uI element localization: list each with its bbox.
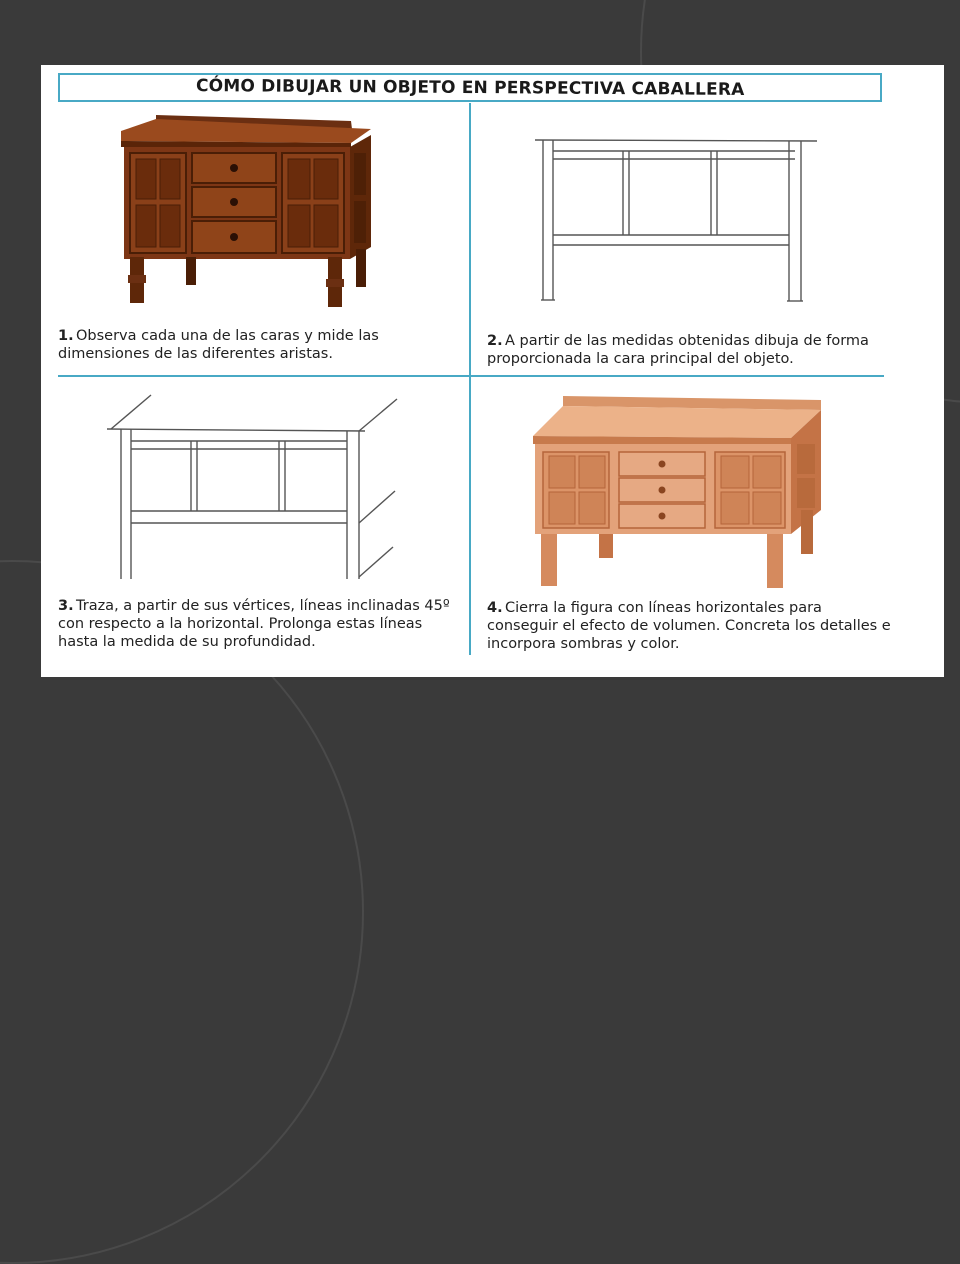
step-text: Traza, a partir de sus vértices, líneas inclinadas 45º con respecto a la horizontal. Prolonga estas líneas hasta la medida de su profundidad. [58, 598, 450, 650]
step-4-drawing [529, 392, 829, 592]
step-text: Observa cada una de las caras y mide las dimensiones de las diferentes aristas. [58, 328, 379, 362]
step-number: 3. [58, 598, 74, 614]
step-3-caption [58, 597, 458, 651]
step-1-caption [58, 327, 458, 363]
vertical-divider [469, 103, 471, 655]
step-2-sketch [531, 135, 821, 305]
step-3-sketch [103, 391, 413, 586]
step-number: 1. [58, 328, 74, 344]
step-4-caption [487, 599, 897, 653]
step-text: Cierra la figura con líneas horizontales para conseguir el efecto de volumen. Concreta los detalles e incorpora sombras y color. [487, 600, 891, 652]
worksheet-page [41, 65, 944, 677]
step-number: 2. [487, 333, 503, 349]
step-1-photo [116, 107, 386, 312]
title-box [58, 73, 882, 102]
step-text: A partir de las medidas obtenidas dibuja de forma proporcionada la cara principal del objeto. [487, 333, 869, 367]
step-number: 4. [487, 600, 503, 616]
horizontal-divider [58, 375, 884, 377]
page-title: CÓMO DIBUJAR UN OBJETO EN PERSPECTIVA CABALLERA [195, 75, 745, 100]
step-2-caption [487, 332, 897, 368]
